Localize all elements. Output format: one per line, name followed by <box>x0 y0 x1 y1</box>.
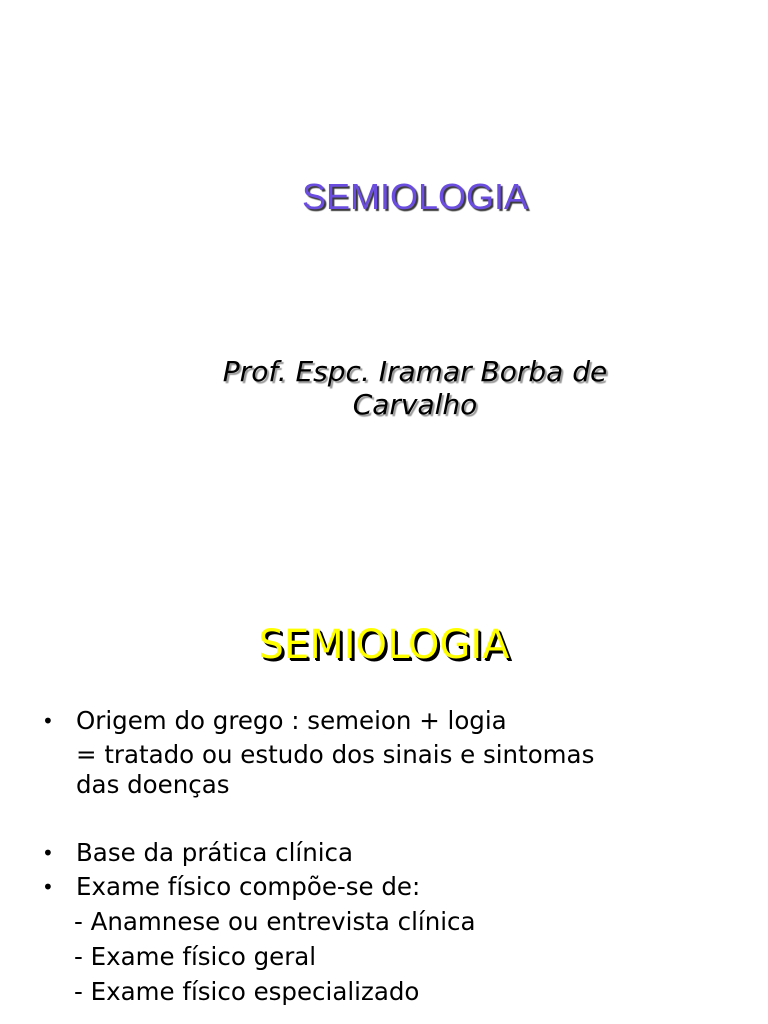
slide-2 <box>0 576 768 1024</box>
sub-item-exam-general: - Exame físico geral <box>74 942 317 971</box>
list-spacer <box>42 800 742 838</box>
bullet-base: • Base da prática clínica <box>42 838 742 868</box>
bullet-exam: • Exame físico compõe-se de: <box>42 872 742 902</box>
bullet-list <box>42 706 742 1007</box>
author-line-2: Carvalho <box>352 388 478 421</box>
slide-2-title: SEMIOLOGIA <box>258 622 510 668</box>
slide-1-title: SEMIOLOGIA <box>301 176 529 217</box>
slide-1-author <box>0 355 768 421</box>
bullet-origin: • Origem do grego : semeion + logia <box>42 706 742 736</box>
sub-item-anamnese: - Anamnese ou entrevista clínica <box>74 907 476 936</box>
bullet-origin-continuation-2: das doenças <box>76 770 230 799</box>
author-line-1: Prof. Espc. Iramar Borba de <box>222 355 608 388</box>
bullet-origin-continuation-1: = tratado ou estudo dos sinais e sintomas <box>76 740 595 769</box>
sub-item-exam-specialized: - Exame físico especializado <box>74 977 420 1006</box>
